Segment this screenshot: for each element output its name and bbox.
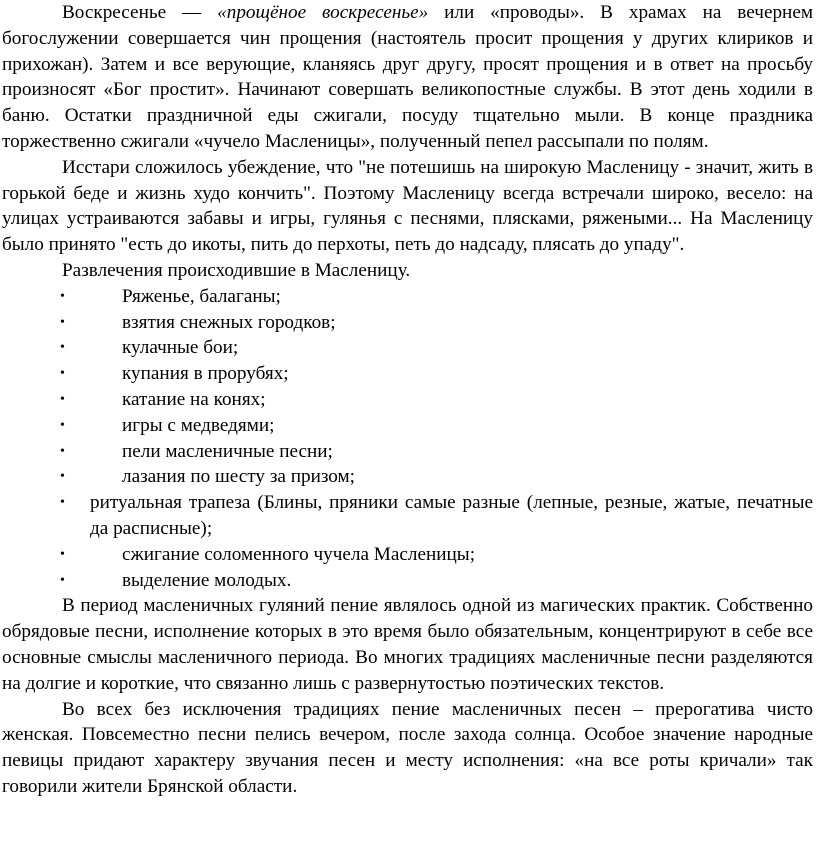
paragraph-forgiveness-sunday: [2, 0, 813, 155]
list-item-text: взятия снежных городков;: [122, 311, 336, 333]
list-item: [2, 335, 813, 361]
bullet-icon: •: [60, 366, 65, 382]
document-body: [2, 0, 813, 800]
list-item-text: игры с медведями;: [122, 414, 275, 436]
paragraph-singing-practice: В период масленичных гуляний пение являлось одной из магических практик. Собственно обрядовые песни, исполнение которых в это время было обязательным, концентрируют в себе все основные смыслы масленичного периода. Во многих традициях масленичные песни разделяются на долгие и короткие, что связанно лишь с развернутостью поэтических текстов.: [2, 595, 813, 694]
list-item: [2, 439, 813, 465]
bullet-icon: •: [60, 314, 65, 330]
bullet-icon: •: [60, 340, 65, 356]
list-item: [2, 568, 813, 594]
bullet-icon: •: [60, 443, 65, 459]
list-item-text: Ряженье, балаганы;: [122, 285, 281, 307]
list-heading: Развлечения происходившие в Масленицу.: [62, 259, 411, 281]
paragraph-tradition: Исстари сложилось убеждение, что "не потешишь на широкую Масленицу - значит, жить в горькой беде и жизнь худо кончить". Поэтому Масленицу всегда встречали широко, весело: на улицах устраиваются забавы и игры, гулянья с песнями, плясками, ряжеными... На Масленицу было принято "есть до икоты, пить до перхоты, петь до надсаду, плясать до упаду".: [2, 156, 813, 256]
list-item-text: кулачные бои;: [122, 337, 239, 359]
bullet-icon: •: [60, 288, 65, 304]
list-item: [2, 490, 813, 542]
list-item: [2, 464, 813, 490]
entertainment-list: [2, 284, 813, 594]
list-item: [2, 361, 813, 387]
list-item: [2, 542, 813, 568]
list-item-text: ритуальная трапеза (Блины, пряники самые разные (лепные, резные, жатые, печатные да расписные);: [90, 492, 813, 539]
bullet-icon: •: [60, 546, 65, 562]
list-item: [2, 413, 813, 439]
list-item-text: лазания по шесту за призом;: [122, 466, 356, 488]
list-item: [2, 310, 813, 336]
paragraph-1-start: Воскресенье —: [62, 2, 218, 23]
bullet-icon: •: [60, 417, 65, 433]
paragraph-female-singing: Во всех без исключения традициях пение масленичных песен – прерогатива чисто женская. Повсеместно песни пелись вечером, после захода солнца. Особое значение народные певицы придают характеру звучания песен и месту исполнения: «на все роты кричали» так говорили жители Брянской области.: [2, 698, 813, 797]
bullet-icon: •: [60, 495, 65, 511]
paragraph-1-rest: или «проводы». В храмах на вечернем богослужении совершается чин прощения (настоятель просит прощения у других клириков и прихожан). Затем и все верующие, кланяясь друг другу, просят прощения и в ответ на просьбу произносят «Бог простит». Начинают совершать великопостные службы. В этот день ходили в баню. Остатки праздничной еды сжигали, посуду тщательно мыли. В конце праздника торжественно сжигали «чучело Масленицы», полученный пепел рассыпали по полям.: [2, 2, 813, 152]
list-item-text: пели масленичные песни;: [122, 440, 333, 462]
list-item-text: купания в прорубях;: [122, 363, 289, 385]
bullet-icon: •: [60, 391, 65, 407]
list-item: [2, 387, 813, 413]
bullet-icon: •: [60, 469, 65, 485]
list-item: [2, 284, 813, 310]
paragraph-1-italic-term: «прощёное воскресенье»: [217, 2, 429, 23]
list-item-text: катание на конях;: [122, 388, 266, 410]
list-item-text: выделение молодых.: [122, 569, 292, 591]
bullet-icon: •: [60, 572, 65, 588]
list-item-text: сжигание соломенного чучела Масленицы;: [122, 543, 476, 565]
